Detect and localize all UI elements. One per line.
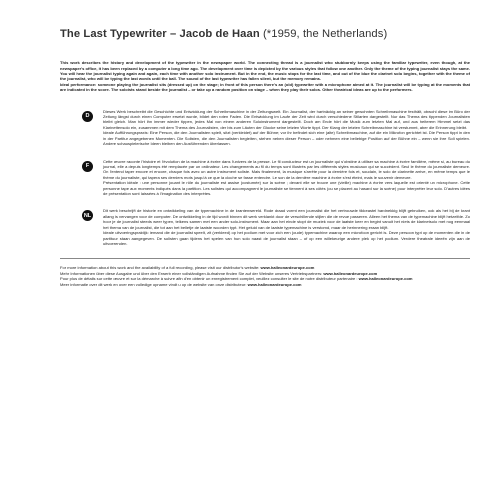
footer-text: Meer informatie over dit werk en over een volledige opname vindt u op de website van onze distributeur:	[60, 281, 247, 287]
language-badge-fr: F	[82, 161, 93, 172]
footer-text: Mehr Informationen über diese Ausgabe und über den Erwerb einer vollständigen Aufnahme finden Sie auf der Website unseres Vertriebspartners:	[60, 270, 323, 276]
footer-line-nl	[60, 282, 470, 287]
section-text	[103, 159, 470, 197]
section-paragraph: Dit werk beschrijft de historie en ontwikkeling van de typemachine in de krantenwereld. Rode draad vormt een journalist die het vertrouwde tikkeastel hardnekkig blijft gebruiken, ook als het bij de krant allang is vervangen voor de computer. De ontwikkeling in de tijd wordt binnen dit werk verklankt door de verschillende stijlen die de revue passeren. Alleen het thema van de typemachine blijft hetzelfde. Zo hoor je de journalist steeds weer typen, telkens samen met een ander solo-instrument. Maar aan het einde stopt de muziek voor de laatste keer en begint vanuit het niets de klarinetsolo met nog eenmaal het thema van de journalist, die tot aan het belletje de laatste woorden typt. Het geluid van de laatste typemachine is verstomd, maar de herinnering eraan blijft.	[103, 208, 470, 230]
section-paragraph: Dieses Werk beschreibt die Geschichte und Entwicklung der Schreibmaschine in der Zeitungswelt. Ein Journalist, der hartnäckig an seiner gewohnten Schreibmaschine festhält, obwohl diese im Büro der Zeitung längst durch einen Computer ersetzt wurde, bildet den roten Faden. Die Entwicklung im Laufe der Zeit wird durch verschiedene Stilarten dargestellt. Nur das Thema des tippenden Journalisten bleibt gleich. Man hört ihn immer wieder tippen, jedes Mal von einem anderen Soloinstrument dargestellt. Doch am Ende hört die Musik zum letzten Mal auf, und aus heiterem Himmel setzt das Klarinettensolo ein, zusammen mit dem Thema des Journalisten, der bis zum Läuten der Glocke seine letzten Worte tippt. Der Klang der letzten Schreibmaschine ist verstummt, aber die Erinnerung bleibt.	[103, 108, 470, 130]
distributor-link[interactable]: www.halleonardeurope.com	[358, 276, 413, 282]
page-title	[60, 28, 470, 40]
section-paragraph: Présentation idéale : une personne jouant le rôle du journaliste est assise (costumée) sur la scène ; devant elle se trouve une (vieille) machine à écrire vers laquelle est orienté un microphone. Cette personne tape aux moments indiqués dans la partition. Les solistes qui accompagnent le journaliste se tiennent à ses côtés (ou se placent au hasard sur la scène) pour interpréter leur solo. D'autres idées de présentation sont laissées à l'imagination des interprètes.	[103, 180, 470, 197]
section-paragraph: Ideale Aufführungspraxis: Eine Person, die den Journalisten spielt, sitzt (verkleidet) auf der Bühne; vor ihr befindet sich eine (alte) Schreibmaschine, auf die ein Mikrofon gerichtet ist. Die Person tippt in den in der Partitur angegebenen Momenten. Die Solisten, die den Journalisten begleiten, stehen neben dieser Person – oder nehmen eine beliebige Position auf der Bühne ein – wenn sie ihre Soli spielen. Andere schauspielerische Ideen bleiben den Ausführenden überlassen.	[103, 130, 470, 147]
language-badge-nl: NL	[82, 210, 93, 221]
intro-paragraph: This work describes the history and development of the typewriter in the newspaper world. The connecting thread is a journalist who stubbornly keeps using the familiar typewriter, even though, at the newspaper's office, it has been replaced by a computer a long time ago. The development over time is depicted by the various styles that follow one another. Only the theme of the typing journalist stays the same. You will hear the journalist typing again and again, each time with another solo instrument. But in the end, the music stops for the last time, and out of the blue the clarinet solo begins, together with the theme of the journalist, who will be typing the last words until the ball. The sound of the last typewriter has fallen silent, but the memory remains.	[60, 60, 470, 82]
distributor-link[interactable]: www.halleonardeurope.com	[323, 270, 378, 276]
footer-info	[60, 265, 470, 287]
section-text	[103, 109, 470, 147]
intro-english	[60, 60, 470, 92]
language-badge-de: D	[82, 111, 93, 122]
section-french	[60, 159, 470, 197]
section-paragraph: Cette œuvre raconte l'histoire et l'évolution de la machine à écrire dans l'univers de la presse. Le fil conducteur est un journaliste qui s'obstine à utiliser sa machine à écrire familière, même si, au bureau du journal, elle a depuis longtemps été remplacée par un ordinateur. Les changements au fil du temps sont illustrés par les différents styles musicaux qui se succèdent. Seul le thème du journaliste demeure. On l'entend taper encore et encore, chaque fois avec un autre instrument soliste. Mais finalement, la musique s'arrête pour la dernière fois et, soudain, le solo de clarinette arrive, en même temps que le thème du journaliste, qui tapera ses derniers mots jusqu'à ce que la cloche se fasse entendre. Le son de la dernière machine à écrire s'est éteint, mais le souvenir demeure.	[103, 158, 470, 180]
title-subtitle: (*1959, the Netherlands)	[262, 28, 388, 40]
intro-paragraph: Ideal performance: someone playing the journalist sits (dressed up) on the stage; in front of this person there's an (old) typewriter with a microphone aimed at it. The journalist will be typing at the moments that are indicated in the score. The soloists stand beside the journalist – or take up a random position on stage – when they play their solos. Other theatrical ideas are up to the performers.	[60, 81, 470, 93]
section-dutch	[60, 208, 470, 246]
footer-divider	[60, 258, 470, 259]
section-german	[60, 109, 470, 147]
section-text	[103, 208, 470, 246]
section-paragraph: Ideale uitvoeringspraktijk: iemand die de journalist speelt, zit (verkleed) op het podium met voor zich een (oude) typemachine waarop een microfoon gericht is. Deze persoon typt op de momenten die in de partituur staan aangegeven. De solisten gaan tijdens het spelen van hun solo naast de journalist staan – of op een willekeurige andere plek op het podium. Verdere theatrale ideeën zijn aan de uitvoerenden.	[103, 230, 470, 246]
distributor-link[interactable]: www.halleonardeurope.com	[260, 265, 315, 271]
distributor-link[interactable]: www.halleonardeurope.com	[247, 281, 302, 287]
title-main: The Last Typewriter – Jacob de Haan	[60, 28, 260, 40]
footer-text: Pour plus de détails sur cette œuvre et sur la démarche à suivre afin d'en obtenir un enregistrement complet, veuillez consulter le site de notre distributeur partenaire :	[60, 276, 358, 282]
footer-text: For more information about this work and the availability of a full recording, please visit our distributor's website:	[60, 265, 260, 271]
